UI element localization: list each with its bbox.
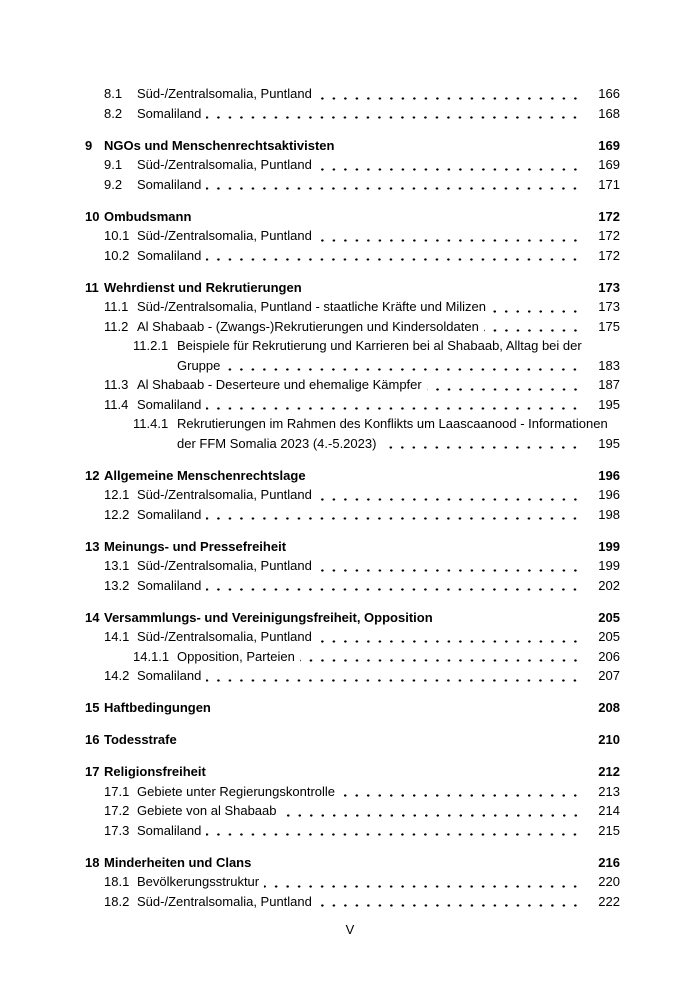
toc-row [85,317,620,337]
toc-entry-number: 11.1 [104,299,129,314]
toc-entry-title: Todesstrafe [104,732,177,747]
toc-row [85,395,620,415]
toc-entry-line [137,505,620,525]
dot-leader [317,627,582,647]
toc-entry-line [137,892,620,912]
toc-entry-line [104,730,620,750]
toc-row [85,375,620,395]
dot-leader [317,84,582,104]
dot-leader [317,556,582,576]
toc-row [85,505,620,525]
dot-leader [311,466,582,486]
toc-entry-number: 11.4 [104,396,129,412]
toc-entry-page: 210 [598,732,620,747]
toc-row [85,414,620,453]
toc-entry-body [104,698,620,718]
toc-chapter-row [85,278,620,298]
toc-entry-body [137,175,620,195]
toc-entry-number: 9.1 [104,157,123,172]
toc-entry-number: 13.1 [104,558,130,573]
toc-entry-line [104,537,620,557]
toc-entry-line [137,155,620,175]
toc-entry-line [137,666,620,686]
toc-entry-title: Süd-/Zentralsomalia, Puntland [137,558,312,573]
toc-entry-number: 10.1 [104,228,130,243]
toc-entry-page: 205 [598,629,620,644]
page-footer [0,922,700,937]
toc-entry-title: Somaliland [137,822,202,838]
toc-row [85,647,620,667]
toc-entry-page: 214 [598,803,620,818]
toc-entry-number: 8.2 [104,105,123,121]
toc-entry-page: 213 [598,783,620,799]
toc-entry-title: Al Shabaab - Deserteure und ehemalige Kämpfer [137,377,422,392]
dot-leader [282,801,583,821]
toc-entry-body [137,297,620,317]
toc-entry-page: 208 [598,700,620,715]
dot-leader [317,155,582,175]
toc-row [85,872,620,892]
toc-entry-line [137,297,620,317]
toc-entry-page: 195 [598,396,620,412]
toc-entry-number: 14.1.1 [133,648,170,664]
toc-entry-number: 11.2 [104,318,129,334]
toc-entry-number: 14.2 [104,668,130,683]
toc-entry-title: Gebiete unter Regierungskontrolle [137,783,336,799]
toc-entry-body [104,136,620,156]
toc-entry-body [137,246,620,266]
toc-entry-page: 173 [598,299,620,314]
toc-entry-title: Somaliland [137,105,202,121]
toc-row [85,892,620,912]
toc-entry-body [137,576,620,596]
toc-entry-page: 171 [598,176,620,192]
toc-entry-title: Süd-/Zentralsomalia, Puntland [137,487,312,502]
toc-entry-number: 9.2 [104,176,123,192]
toc-entry-number: 10.2 [104,247,130,263]
toc-entry-body [137,556,620,576]
toc-chapter-row [85,537,620,557]
dot-leader [216,698,582,718]
toc-entry-page: 205 [598,609,620,625]
toc-entry-body [104,762,620,782]
toc-entry-number: 16 [85,732,100,747]
toc-row [85,155,620,175]
toc-entry-page: 169 [598,137,620,153]
dot-leader [225,356,582,376]
toc-entry-line [104,698,620,718]
toc-entry-title: Haftbedingungen [104,700,211,715]
toc-row [85,246,620,266]
toc-entry-title: Minderheiten und Clans [104,854,252,870]
toc-entry-number: 17 [85,764,100,779]
dot-leader [317,892,582,912]
toc-row [85,175,620,195]
toc-entry-line [137,801,620,821]
toc-entry-line [137,556,620,576]
toc-row [85,821,620,841]
toc-entry-body [137,104,620,124]
toc-entry-line [104,466,620,486]
toc-entry-body [104,730,620,750]
toc-entry-title: Gruppe [177,357,221,373]
toc-row [85,666,620,686]
toc-entry-title: Somaliland [137,247,202,263]
toc-entry-line [137,104,620,124]
toc-entry-number: 17.3 [104,822,130,838]
toc-entry-body [104,207,620,227]
toc-entry-title: NGOs und Menschenrechtsaktivisten [104,137,335,153]
toc-entry-title: Beispiele für Rekrutierung und Karrieren bei al Shabaab, Alltag bei der [177,338,582,353]
dot-leader [300,647,582,667]
toc-entry-page: 172 [598,247,620,263]
toc-entry-body [137,317,620,337]
dot-leader [256,853,582,873]
toc-entry-number: 15 [85,700,100,715]
toc-entry-line [137,782,620,802]
toc-entry-body [137,666,620,686]
toc-entry-page: 206 [598,648,620,664]
toc-entry-number: 18.1 [104,874,130,889]
dot-leader [438,608,582,628]
toc-entry-number: 12.1 [104,487,130,502]
dot-leader [340,782,582,802]
toc-entry-number: 11.3 [104,377,129,392]
toc-entry-page: 168 [598,105,620,121]
toc-entry-line [137,175,620,195]
dot-leader [182,730,582,750]
toc-entry-body [104,537,620,557]
toc-row [85,336,620,375]
toc-entry-number: 12.2 [104,506,130,522]
toc-entry-number: 14 [85,609,100,625]
toc-entry-line [177,414,620,434]
toc-entry-title: Süd-/Zentralsomalia, Puntland [137,228,312,243]
toc-entry-title: Süd-/Zentralsomalia, Puntland [137,157,312,172]
toc-entry-number: 10 [85,208,100,224]
toc-entry-line [137,226,620,246]
dot-leader [427,375,582,395]
toc-entry-line [137,375,620,395]
dot-leader [206,576,582,596]
toc-entry-title: Opposition, Parteien [177,648,295,664]
toc-entry-line [137,317,620,337]
toc-entry-title: Somaliland [137,668,202,683]
toc-entry-page: 196 [598,467,620,483]
toc-entry-page: 216 [598,854,620,870]
dot-leader [484,317,582,337]
toc-entry-title: Meinungs- und Pressefreiheit [104,538,287,554]
toc-row [85,556,620,576]
toc-chapter-row [85,466,620,486]
dot-leader [339,136,582,156]
toc-entry-body [104,608,620,628]
dot-leader [491,297,582,317]
toc-entry-number: 11.2.1 [133,338,169,353]
toc-entry-body [137,505,620,525]
toc-entry-title: Versammlungs- und Vereinigungsfreiheit, Opposition [104,609,433,625]
toc-chapter-row [85,698,620,718]
toc-entry-body [137,375,620,395]
toc-entry-page: 187 [598,377,620,392]
toc-entry-body [104,466,620,486]
toc-entry-page: 172 [598,208,620,224]
toc-entry-page: 166 [598,86,620,101]
toc-row [85,226,620,246]
toc-entry-number: 13.2 [104,577,130,593]
toc-entry-line [137,576,620,596]
toc-entry-body [137,782,620,802]
toc-row [85,576,620,596]
toc-row [85,297,620,317]
dot-leader [307,278,582,298]
toc-entry-line [104,608,620,628]
toc-entry-line [137,395,620,415]
toc-entry-page: 183 [598,357,620,373]
toc-chapter-row [85,207,620,227]
toc-entry-body [177,647,620,667]
toc-entry-number: 9 [85,137,93,153]
toc-entry-title: Süd-/Zentralsomalia, Puntland [137,629,312,644]
toc-entry-title: Süd-/Zentralsomalia, Puntland [137,893,312,909]
toc-entry-body [137,872,620,892]
toc-entry-page: 172 [598,228,620,243]
toc-entry-page: 207 [598,668,620,683]
toc-entry-line [137,84,620,104]
toc-entry-line [177,647,620,667]
toc-entry-page: 212 [598,764,620,779]
toc-chapter-row [85,136,620,156]
toc-entry-number: 17.2 [104,803,130,818]
toc-entry-number: 18.2 [104,893,130,909]
toc-entry-page: 202 [598,577,620,593]
dot-leader [206,104,582,124]
dot-leader [291,537,582,557]
toc-entry-number: 14.1 [104,629,130,644]
toc-entry-line [137,627,620,647]
dot-leader [381,434,582,454]
toc-entry-number: 8.1 [104,86,123,101]
toc-row [85,782,620,802]
toc-entry-page: 195 [598,435,620,451]
toc-entry-page: 199 [598,538,620,554]
dot-leader [211,762,582,782]
toc-entry-page: 175 [598,318,620,334]
toc-entry-line [177,336,620,356]
toc-entry-body [137,892,620,912]
toc-row [85,627,620,647]
toc-entry-page: 196 [598,487,620,502]
toc-entry-line [104,762,620,782]
toc-entry-line [104,853,620,873]
toc-entry-line [137,821,620,841]
dot-leader [317,226,582,246]
dot-leader [206,395,582,415]
toc-entry-line [137,246,620,266]
dot-leader [317,485,582,505]
toc-entry-title: Al Shabaab - (Zwangs-)Rekrutierungen und Kindersoldaten [137,318,479,334]
toc-entry-page: 173 [598,279,620,295]
toc-chapter-row [85,762,620,782]
footer-page-number: V [345,922,355,937]
toc-entry-body [137,84,620,104]
toc-chapter-row [85,730,620,750]
toc-entry-number: 12 [85,467,100,483]
toc-entry-title: Religionsfreiheit [104,764,206,779]
toc-entry-body [177,414,620,453]
toc-entry-line [104,278,620,298]
toc-entry-title: Süd-/Zentralsomalia, Puntland [137,86,312,101]
toc-entry-title: Rekrutierungen im Rahmen des Konflikts um Laascaanood - Informationen [177,416,608,431]
toc-entry-body [137,226,620,246]
toc-entry-page: 199 [598,558,620,573]
toc-entry-page: 215 [598,822,620,838]
toc-entry-title: Allgemeine Menschenrechtslage [104,467,306,483]
toc-entry-page: 169 [598,157,620,172]
dot-leader [206,666,582,686]
toc-entry-body [177,336,620,375]
toc-entry-line [137,485,620,505]
dot-leader [196,207,582,227]
dot-leader [206,505,582,525]
toc-chapter-row [85,608,620,628]
toc-entry-title: Somaliland [137,506,202,522]
toc-entry-body [137,627,620,647]
toc-entry-number: 11 [85,279,99,295]
toc-row [85,104,620,124]
toc-entry-title: Somaliland [137,396,202,412]
toc-entry-title: Gebiete von al Shabaab [137,803,277,818]
toc-entry-body [104,853,620,873]
toc-entry-title: Somaliland [137,176,202,192]
toc-entry-title: Bevölkerungsstruktur [137,874,260,889]
toc-entry-body [137,155,620,175]
dot-leader [264,872,582,892]
toc-row [85,84,620,104]
toc-entry-line [104,136,620,156]
toc-entry-line [104,207,620,227]
toc-row [85,485,620,505]
toc-entry-page: 198 [598,506,620,522]
toc-chapter-row [85,853,620,873]
toc-entry-line [177,356,620,376]
table-of-contents [85,84,620,911]
toc-entry-title: der FFM Somalia 2023 (4.-5.2023) [177,435,377,451]
toc-entry-body [137,801,620,821]
toc-entry-body [137,485,620,505]
toc-entry-title: Ombudsmann [104,208,192,224]
toc-entry-number: 18 [85,854,100,870]
toc-entry-title: Süd-/Zentralsomalia, Puntland - staatliche Kräfte und Milizen [137,299,487,314]
dot-leader [206,246,582,266]
toc-entry-number: 17.1 [104,783,130,799]
toc-row [85,801,620,821]
dot-leader [206,821,582,841]
toc-entry-line [177,434,620,454]
toc-entry-number: 11.4.1 [133,416,169,431]
toc-entry-title: Wehrdienst und Rekrutierungen [104,279,302,295]
toc-entry-number: 13 [85,538,100,554]
toc-entry-page: 220 [598,874,620,889]
toc-entry-body [137,821,620,841]
toc-entry-body [137,395,620,415]
toc-entry-title: Somaliland [137,577,202,593]
toc-entry-line [137,872,620,892]
toc-entry-page: 222 [598,893,620,909]
toc-entry-body [104,278,620,298]
dot-leader [206,175,582,195]
